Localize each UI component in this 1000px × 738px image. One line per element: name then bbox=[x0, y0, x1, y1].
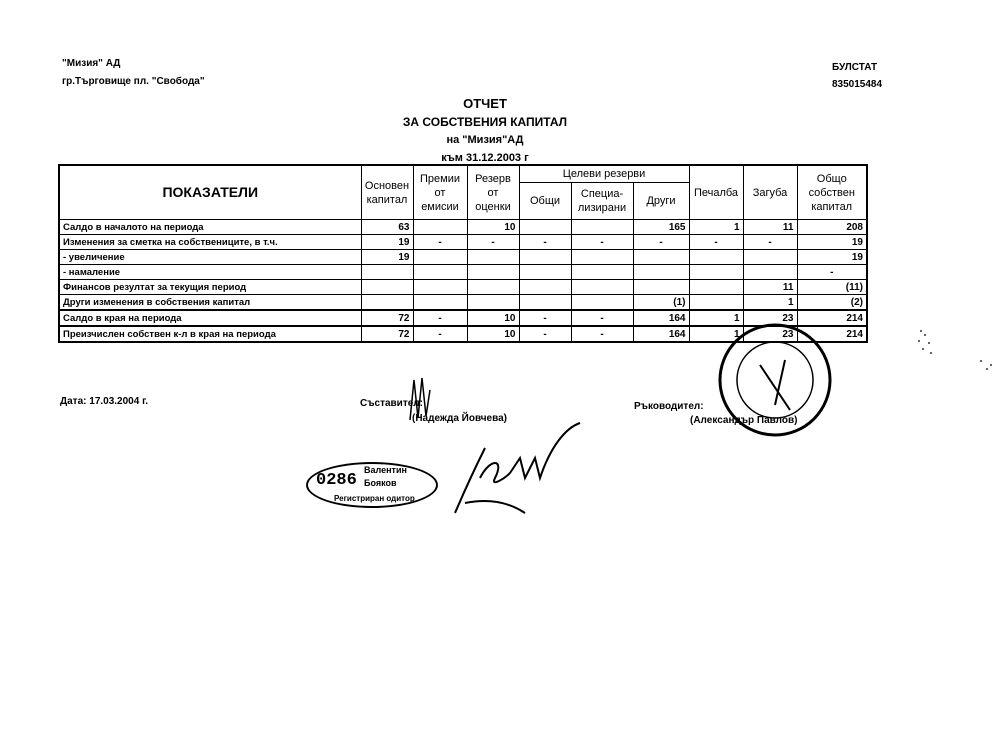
row-label: Преизчислен собствен к-л в края на периода bbox=[59, 326, 361, 342]
table-cell bbox=[571, 265, 633, 280]
table-cell: 23 bbox=[743, 326, 797, 342]
table-cell: 23 bbox=[743, 310, 797, 326]
row-label: Изменения за сметка на собствениците, в т.ч. bbox=[59, 235, 361, 250]
table-cell bbox=[633, 280, 689, 295]
table-cell: 10 bbox=[467, 220, 519, 235]
auditor-stamp-name-last: Бояков bbox=[364, 478, 397, 488]
table-cell: 10 bbox=[467, 310, 519, 326]
table-cell: - bbox=[413, 326, 467, 342]
table-cell: 164 bbox=[633, 326, 689, 342]
table-cell bbox=[689, 265, 743, 280]
header-profit: Печалба bbox=[689, 165, 743, 220]
table-cell bbox=[413, 265, 467, 280]
table-cell: - bbox=[689, 235, 743, 250]
table-cell: - bbox=[413, 310, 467, 326]
scan-noise bbox=[910, 320, 1000, 390]
table-row bbox=[59, 295, 867, 311]
table-cell: (2) bbox=[797, 295, 867, 311]
table-cell bbox=[413, 250, 467, 265]
table-cell: - bbox=[571, 326, 633, 342]
header-general: Общи bbox=[519, 183, 571, 220]
table-cell: 11 bbox=[743, 280, 797, 295]
row-label: - увеличение bbox=[59, 250, 361, 265]
table-cell bbox=[467, 295, 519, 311]
table-cell: (1) bbox=[633, 295, 689, 311]
table-row bbox=[59, 265, 867, 280]
bulstat-label: БУЛСТАТ bbox=[832, 62, 878, 73]
report-title: ОТЧЕТ bbox=[463, 96, 507, 111]
header-total: Общо собствен капитал bbox=[797, 165, 867, 220]
company-address: гр.Търговище пл. "Свобода" bbox=[62, 76, 205, 87]
table-cell bbox=[633, 265, 689, 280]
table-cell bbox=[413, 280, 467, 295]
table-cell bbox=[467, 250, 519, 265]
table-cell bbox=[571, 295, 633, 311]
row-label: Други изменения в собствения капитал bbox=[59, 295, 361, 311]
table-cell: 1 bbox=[689, 220, 743, 235]
table-cell: - bbox=[743, 235, 797, 250]
table-cell: 19 bbox=[797, 235, 867, 250]
report-date-footer: Дата: 17.03.2004 г. bbox=[60, 396, 149, 407]
report-date: към 31.12.2003 г bbox=[441, 152, 529, 164]
table-cell: - bbox=[571, 310, 633, 326]
table-cell: - bbox=[467, 235, 519, 250]
header-premiums: Премии от емисии bbox=[413, 165, 467, 220]
table-cell: 165 bbox=[633, 220, 689, 235]
table-cell bbox=[361, 295, 413, 311]
table-cell: - bbox=[519, 310, 571, 326]
table-cell bbox=[689, 250, 743, 265]
table-cell bbox=[361, 265, 413, 280]
table-cell: 214 bbox=[797, 310, 867, 326]
table-cell: 72 bbox=[361, 310, 413, 326]
row-label: Салдо в края на периода bbox=[59, 310, 361, 326]
director-label: Ръководител: bbox=[634, 401, 704, 412]
table-cell bbox=[361, 280, 413, 295]
compiler-name: (Надежда Йовчева) bbox=[412, 413, 508, 424]
bulstat-number: 835015484 bbox=[832, 79, 883, 90]
row-label: Салдо в началото на периода bbox=[59, 220, 361, 235]
table-cell: 214 bbox=[797, 326, 867, 342]
table-header-row bbox=[59, 165, 867, 183]
table-cell: - bbox=[519, 235, 571, 250]
table-cell bbox=[519, 265, 571, 280]
table-cell: - bbox=[519, 326, 571, 342]
table-cell: - bbox=[797, 265, 867, 280]
table-cell: 19 bbox=[361, 235, 413, 250]
header-other: Други bbox=[633, 183, 689, 220]
company-seal bbox=[715, 320, 835, 440]
company-name: "Мизия" АД bbox=[62, 58, 121, 69]
table-cell: 72 bbox=[361, 326, 413, 342]
table-cell bbox=[413, 220, 467, 235]
table-cell bbox=[689, 295, 743, 311]
auditor-stamp-number: 0286 bbox=[316, 471, 357, 490]
table-cell: 1 bbox=[689, 326, 743, 342]
header-indicators: ПОКАЗАТЕЛИ bbox=[59, 165, 361, 220]
compiler-signature bbox=[400, 370, 440, 430]
table-row bbox=[59, 280, 867, 295]
table-cell bbox=[633, 250, 689, 265]
table-cell bbox=[519, 220, 571, 235]
header-target-reserves: Целеви резерви bbox=[519, 165, 689, 183]
header-base-capital: Основен капитал bbox=[361, 165, 413, 220]
table-cell bbox=[571, 250, 633, 265]
table-row bbox=[59, 235, 867, 250]
row-label: - намаление bbox=[59, 265, 361, 280]
table-cell: 1 bbox=[689, 310, 743, 326]
header-specialized: Специа-лизирани bbox=[571, 183, 633, 220]
table-cell bbox=[743, 265, 797, 280]
auditor-signature bbox=[450, 418, 590, 518]
header-loss: Загуба bbox=[743, 165, 797, 220]
table-cell: 19 bbox=[797, 250, 867, 265]
table-row bbox=[59, 220, 867, 235]
auditor-stamp-name-first: Валентин bbox=[364, 465, 407, 475]
table-row bbox=[59, 250, 867, 265]
table-cell: - bbox=[413, 235, 467, 250]
equity-table bbox=[58, 164, 868, 343]
table-cell: - bbox=[633, 235, 689, 250]
report-company: на "Мизия"АД bbox=[446, 134, 524, 146]
table-cell bbox=[519, 280, 571, 295]
table-cell: 10 bbox=[467, 326, 519, 342]
table-cell bbox=[571, 280, 633, 295]
director-name: (Александър Павлов) bbox=[690, 415, 798, 426]
table-cell bbox=[519, 295, 571, 311]
table-cell: (11) bbox=[797, 280, 867, 295]
compiler-label: Съставител: bbox=[360, 398, 423, 409]
table-cell bbox=[571, 220, 633, 235]
table-cell: - bbox=[571, 235, 633, 250]
table-cell: 208 bbox=[797, 220, 867, 235]
table-cell: 63 bbox=[361, 220, 413, 235]
table-cell bbox=[467, 280, 519, 295]
table-cell: 164 bbox=[633, 310, 689, 326]
table-cell bbox=[689, 280, 743, 295]
table-cell bbox=[519, 250, 571, 265]
table-cell: 11 bbox=[743, 220, 797, 235]
header-reserve-valuation: Резерв от оценки bbox=[467, 165, 519, 220]
table-cell bbox=[743, 250, 797, 265]
auditor-stamp-role: Регистриран одитор bbox=[334, 494, 415, 503]
table-cell: 1 bbox=[743, 295, 797, 311]
table-cell: 19 bbox=[361, 250, 413, 265]
table-cell bbox=[413, 295, 467, 311]
table-cell bbox=[467, 265, 519, 280]
report-subtitle: ЗА СОБСТВЕНИЯ КАПИТАЛ bbox=[402, 115, 568, 129]
row-label: Финансов резултат за текущия период bbox=[59, 280, 361, 295]
